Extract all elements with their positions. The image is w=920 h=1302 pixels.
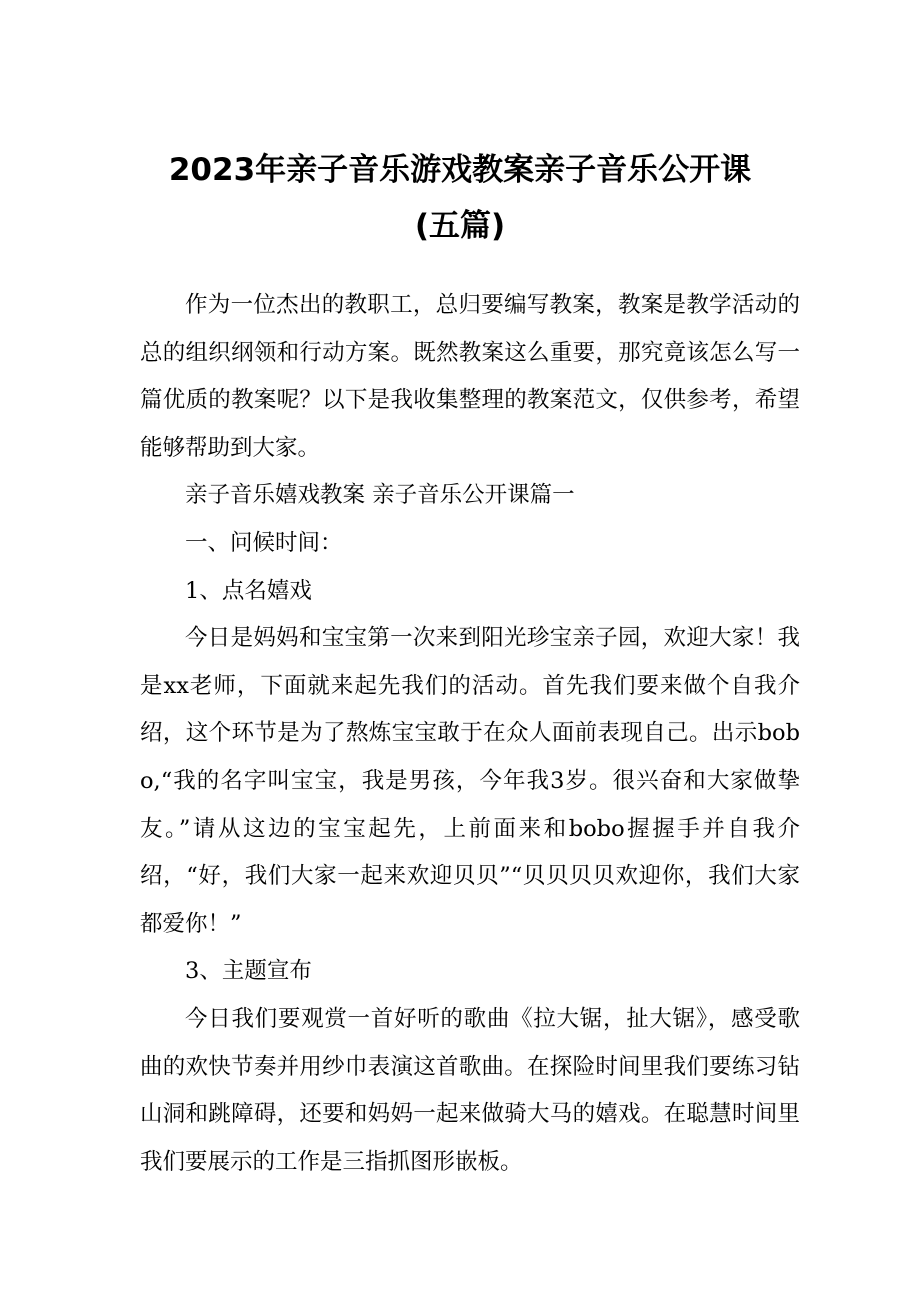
section-heading: 亲子音乐嬉戏教案 亲子音乐公开课篇一 [185, 482, 575, 509]
body-paragraph: 今日我们要观赏一首好听的歌曲《拉大锯，扯大锯》，感受歌曲的欢快节奏并用纱巾表演这首歌曲。在探险时间里我们要练习钻山洞和跳障碍，还要和妈妈一起来做骑大马的嬉戏。在聪慧时间里我们要展示的工作是三指抓图形嵌板。 [140, 1005, 800, 1175]
document-title-line2: (五篇) [414, 208, 506, 244]
item-heading: 1、点名嬉戏 [185, 577, 312, 604]
document-body [140, 282, 800, 1186]
item-heading: 3、主题宣布 [185, 958, 312, 985]
document-title-line1: 2023年亲子音乐游戏教案亲子音乐公开课 [168, 152, 752, 188]
intro-paragraph: 作为一位杰出的教职工，总归要编写教案，教案是教学活动的总的组织纲领和行动方案。既然教案这么重要，那究竟该怎么写一篇优质的教案呢？以下是我收集整理的教案范文，仅供参考，希望能够帮助到大家。 [140, 292, 800, 461]
subsection-heading: 一、问候时间： [185, 529, 343, 556]
body-paragraph: 今日是妈妈和宝宝第一次来到阳光珍宝亲子园，欢迎大家！我是xx老师，下面就来起先我们的活动。首先我们要来做个自我介绍，这个环节是为了熬炼宝宝敢于在众人面前表现自己。出示bobo,“我的名字叫宝宝，我是男孩，今年我3岁。很兴奋和大家做挚友。”请从这边的宝宝起先，上前面来和bobo握握手并自我介绍，“好，我们大家一起来欢迎贝贝”“贝贝贝贝欢迎你，我们大家都爱你！” [140, 625, 800, 937]
